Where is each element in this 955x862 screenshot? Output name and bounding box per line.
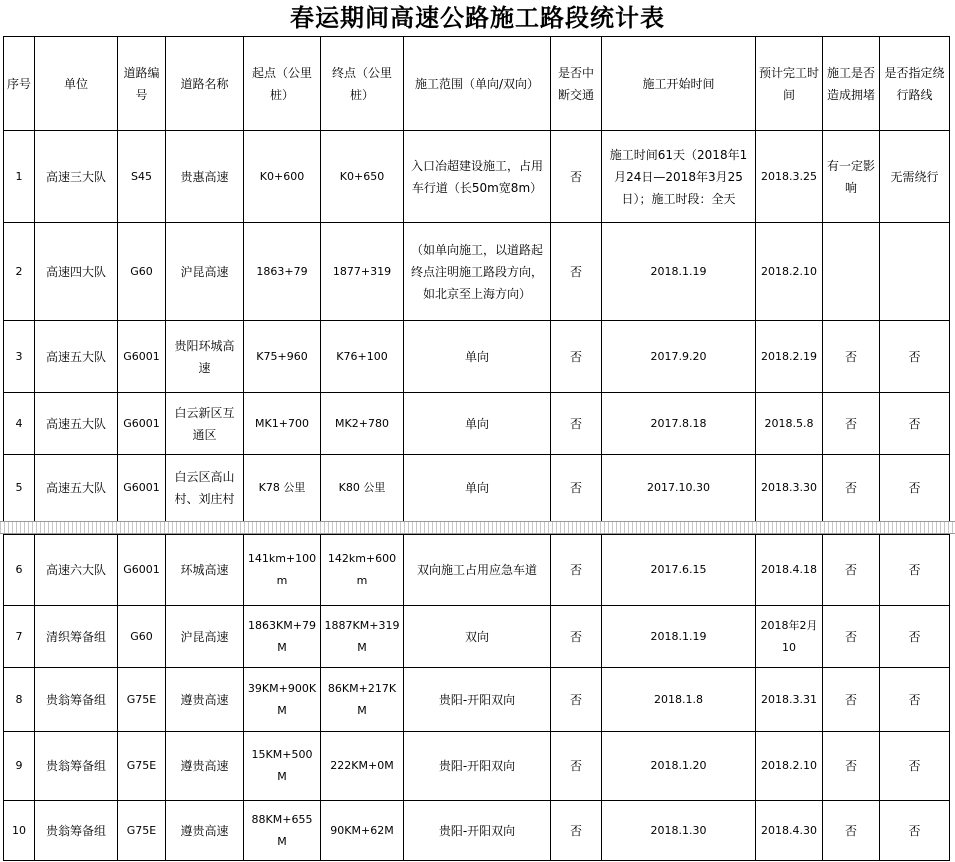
table-row [4,393,950,455]
cell-unit: 贵翁筹备组 [35,668,118,732]
cell-interrupt: 否 [551,455,602,522]
cell-congestion: 否 [823,455,880,522]
cell-road-code: G6001 [118,535,166,606]
cell-scope: 入口冶超建设施工，占用车行道（长50m宽8m） [404,131,551,223]
cell-detour: 否 [880,535,950,606]
cell-unit: 高速四大队 [35,223,118,321]
cell-road-name: 沪昆高速 [166,606,244,668]
construction-table-bottom [3,534,950,861]
cell-scope: 贵阳-开阳双向 [404,801,551,861]
cell-unit: 高速六大队 [35,535,118,606]
cell-detour: 无需绕行 [880,131,950,223]
construction-table-top [3,36,950,522]
header-road-code: 道路编号 [118,37,166,131]
header-detour: 是否指定绕行路线 [880,37,950,131]
cell-start-time: 2018.1.8 [602,668,756,732]
cell-road-code: G60 [118,223,166,321]
cell-finish-time: 2018.2.10 [756,732,823,801]
header-interrupt: 是否中断交通 [551,37,602,131]
cell-detour: 否 [880,321,950,393]
table-row [4,732,950,801]
cell-congestion: 有一定影响 [823,131,880,223]
cell-road-code: G6001 [118,321,166,393]
header-row [4,37,950,131]
cell-road-name: 遵贵高速 [166,668,244,732]
cell-road-name: 贵惠高速 [166,131,244,223]
cell-seq: 8 [4,668,35,732]
cell-start-time: 2017.10.30 [602,455,756,522]
cell-detour [880,223,950,321]
cell-interrupt: 否 [551,606,602,668]
cell-start: 1863+79 [244,223,321,321]
cell-start-time: 2018.1.19 [602,223,756,321]
cell-unit: 贵翁筹备组 [35,732,118,801]
cell-start: 39KM+900KM [244,668,321,732]
cell-finish-time: 2018.2.19 [756,321,823,393]
header-congestion: 施工是否造成拥堵 [823,37,880,131]
cell-end: MK2+780 [321,393,404,455]
header-scope: 施工范围（单向/双向） [404,37,551,131]
cell-road-name: 沪昆高速 [166,223,244,321]
cell-finish-time: 2018.4.18 [756,535,823,606]
cell-start-time: 施工时间61天（2018年1月24日—2018年3月25日）；施工时段：全天 [602,131,756,223]
cell-finish-time: 2018.5.8 [756,393,823,455]
cell-road-name: 白云新区互通区 [166,393,244,455]
cell-road-code: S45 [118,131,166,223]
cell-start: 88KM+655M [244,801,321,861]
cell-unit: 清织筹备组 [35,606,118,668]
cell-interrupt: 否 [551,801,602,861]
header-start: 起点（公里桩） [244,37,321,131]
cell-unit: 高速五大队 [35,393,118,455]
cell-end: K0+650 [321,131,404,223]
cell-seq: 2 [4,223,35,321]
cell-seq: 9 [4,732,35,801]
cell-start: 15KM+500M [244,732,321,801]
cell-interrupt: 否 [551,535,602,606]
cell-finish-time: 2018.3.30 [756,455,823,522]
cell-seq: 1 [4,131,35,223]
cell-start-time: 2018.1.19 [602,606,756,668]
cell-road-code: G6001 [118,393,166,455]
cell-end: 1887KM+319M [321,606,404,668]
header-road-name: 道路名称 [166,37,244,131]
cell-detour: 否 [880,668,950,732]
cell-finish-time: 2018.2.10 [756,223,823,321]
cell-start-time: 2017.9.20 [602,321,756,393]
cell-interrupt: 否 [551,223,602,321]
cell-seq: 5 [4,455,35,522]
cell-interrupt: 否 [551,393,602,455]
cell-detour: 否 [880,606,950,668]
cell-end: 86KM+217KM [321,668,404,732]
cell-scope: 单向 [404,321,551,393]
cell-start-time: 2017.6.15 [602,535,756,606]
cell-scope: 贵阳-开阳双向 [404,732,551,801]
cell-scope: 贵阳-开阳双向 [404,668,551,732]
table-row [4,535,950,606]
cell-interrupt: 否 [551,668,602,732]
cell-start: MK1+700 [244,393,321,455]
cell-road-code: G60 [118,606,166,668]
cell-scope: （如单向施工，以道路起终点注明施工路段方向，如北京至上海方向） [404,223,551,321]
cell-unit: 高速五大队 [35,321,118,393]
cell-congestion: 否 [823,535,880,606]
cell-start-time: 2018.1.30 [602,801,756,861]
cell-finish-time: 2018年2月10 [756,606,823,668]
cell-end: 222KM+0M [321,732,404,801]
cell-start-time: 2018.1.20 [602,732,756,801]
table-row [4,668,950,732]
cell-road-code: G75E [118,668,166,732]
page-break-separator [0,521,955,534]
cell-end: 1877+319 [321,223,404,321]
cell-road-name: 遵贵高速 [166,801,244,861]
table-row [4,131,950,223]
table-row [4,223,950,321]
cell-unit: 高速三大队 [35,131,118,223]
cell-unit: 贵翁筹备组 [35,801,118,861]
cell-unit: 高速五大队 [35,455,118,522]
cell-scope: 单向 [404,455,551,522]
cell-finish-time: 2018.4.30 [756,801,823,861]
cell-start-time: 2017.8.18 [602,393,756,455]
cell-start: 1863KM+79M [244,606,321,668]
cell-scope: 双向 [404,606,551,668]
table-row [4,321,950,393]
header-seq: 序号 [4,37,35,131]
cell-end: K76+100 [321,321,404,393]
cell-road-code: G6001 [118,455,166,522]
header-start-time: 施工开始时间 [602,37,756,131]
cell-start: 141km+100m [244,535,321,606]
cell-detour: 否 [880,455,950,522]
cell-road-code: G75E [118,732,166,801]
cell-interrupt: 否 [551,321,602,393]
cell-finish-time: 2018.3.25 [756,131,823,223]
cell-interrupt: 否 [551,732,602,801]
header-unit: 单位 [35,37,118,131]
cell-end: 90KM+62M [321,801,404,861]
table-row [4,801,950,861]
cell-congestion: 否 [823,668,880,732]
cell-detour: 否 [880,732,950,801]
cell-detour: 否 [880,393,950,455]
page-title: 春运期间高速公路施工路段统计表 [290,3,665,32]
cell-scope: 双向施工占用应急车道 [404,535,551,606]
cell-finish-time: 2018.3.31 [756,668,823,732]
cell-detour: 否 [880,801,950,861]
cell-road-name: 环城高速 [166,535,244,606]
cell-end: K80 公里 [321,455,404,522]
table-row [4,455,950,522]
cell-road-name: 白云区高山村、刘庄村 [166,455,244,522]
cell-congestion: 否 [823,606,880,668]
cell-congestion [823,223,880,321]
cell-congestion: 否 [823,321,880,393]
header-finish-time: 预计完工时间 [756,37,823,131]
cell-seq: 4 [4,393,35,455]
cell-start: K75+960 [244,321,321,393]
cell-road-code: G75E [118,801,166,861]
cell-congestion: 否 [823,393,880,455]
cell-road-name: 遵贵高速 [166,732,244,801]
header-end: 终点（公里桩） [321,37,404,131]
cell-seq: 10 [4,801,35,861]
cell-end: 142km+600m [321,535,404,606]
cell-road-name: 贵阳环城高速 [166,321,244,393]
cell-seq: 7 [4,606,35,668]
cell-scope: 单向 [404,393,551,455]
cell-congestion: 否 [823,801,880,861]
cell-seq: 6 [4,535,35,606]
cell-interrupt: 否 [551,131,602,223]
cell-start: K78 公里 [244,455,321,522]
cell-start: K0+600 [244,131,321,223]
cell-seq: 3 [4,321,35,393]
cell-congestion: 否 [823,732,880,801]
table-row [4,606,950,668]
